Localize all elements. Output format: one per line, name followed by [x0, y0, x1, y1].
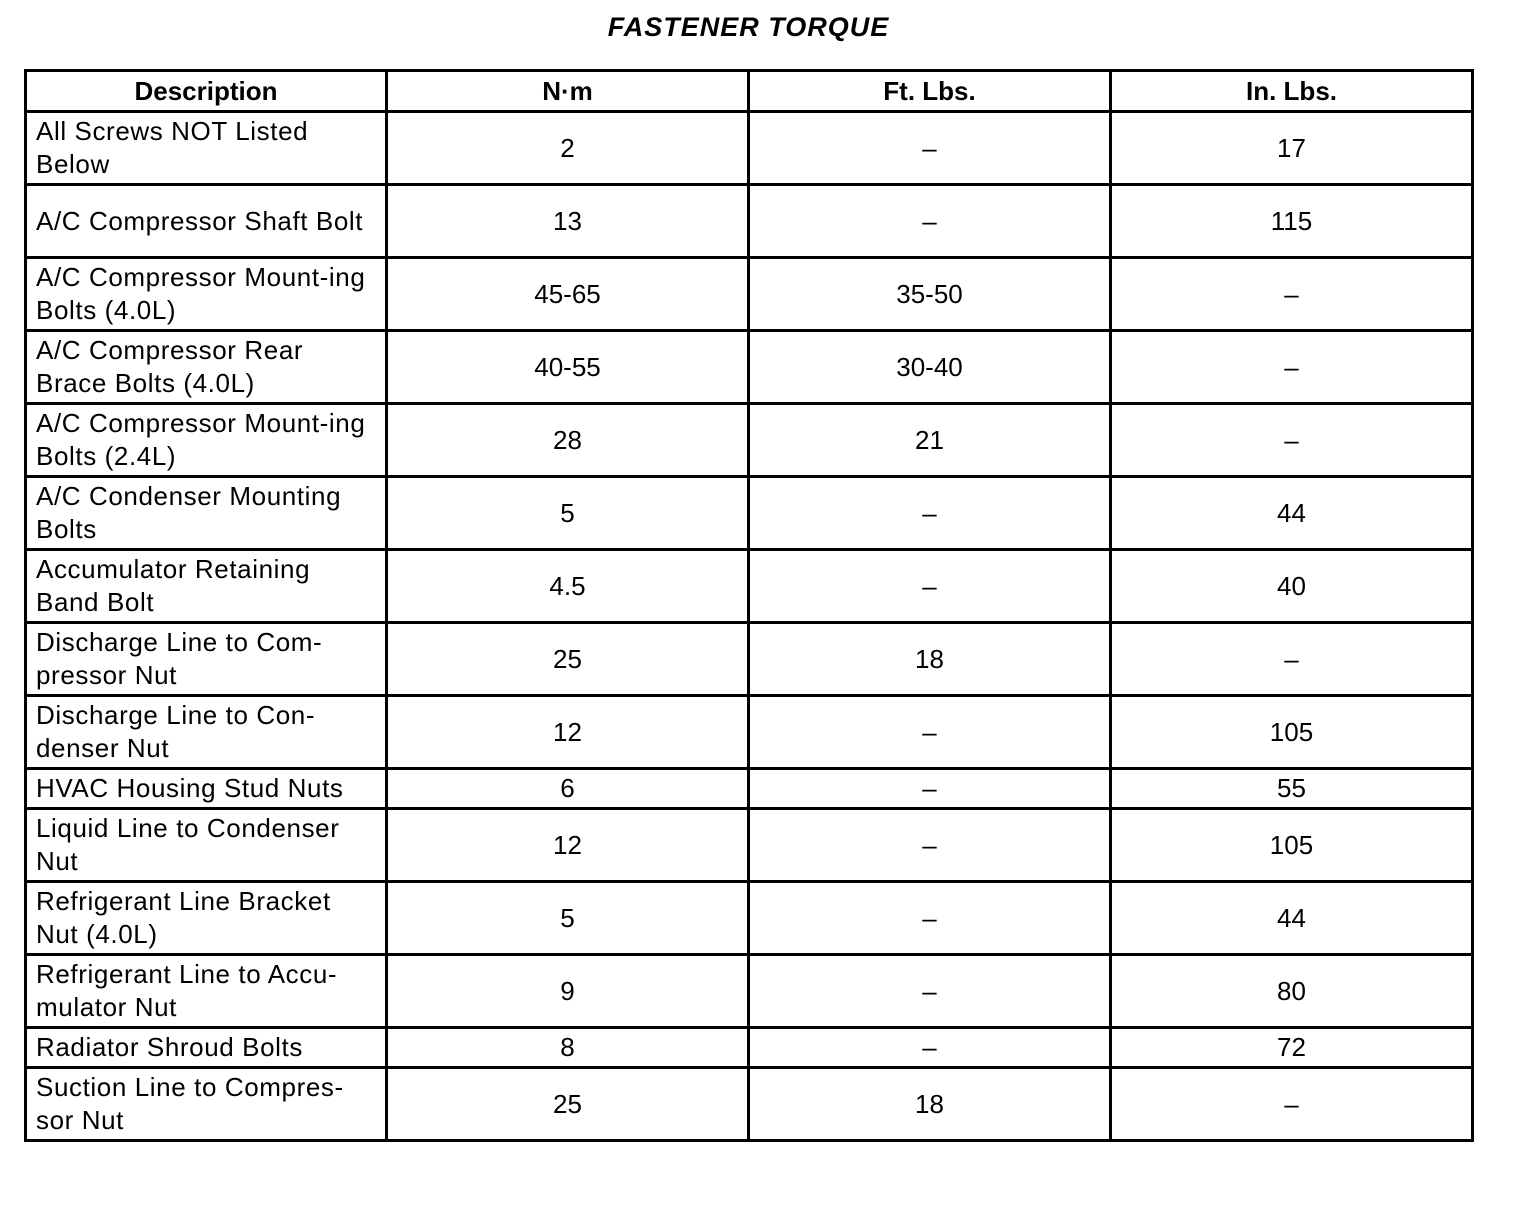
- description-cell: A/C Compressor Mount-ing Bolts (4.0L): [26, 258, 387, 331]
- nm-cell: 25: [387, 1068, 749, 1141]
- description-cell: A/C Condenser Mounting Bolts: [26, 477, 387, 550]
- description-cell: HVAC Housing Stud Nuts: [26, 769, 387, 809]
- in-lbs-cell: 44: [1111, 882, 1473, 955]
- header-row: [26, 71, 1473, 112]
- ft-lbs-cell: 18: [749, 623, 1111, 696]
- table-row: [26, 477, 1473, 550]
- description-cell: Refrigerant Line Bracket Nut (4.0L): [26, 882, 387, 955]
- table-row: [26, 404, 1473, 477]
- page-title: FASTENER TORQUE: [607, 12, 890, 42]
- nm-cell: 25: [387, 623, 749, 696]
- ft-lbs-cell: –: [749, 185, 1111, 258]
- in-lbs-cell: –: [1111, 331, 1473, 404]
- ft-lbs-cell: –: [749, 1028, 1111, 1068]
- nm-cell: 6: [387, 769, 749, 809]
- nm-cell: 45-65: [387, 258, 749, 331]
- in-lbs-cell: 105: [1111, 696, 1473, 769]
- ft-lbs-cell: –: [749, 809, 1111, 882]
- nm-cell: 5: [387, 477, 749, 550]
- table-row: [26, 696, 1473, 769]
- description-cell: Suction Line to Compres-sor Nut: [26, 1068, 387, 1141]
- table-row: [26, 769, 1473, 809]
- table-row: [26, 185, 1473, 258]
- ft-lbs-cell: 18: [749, 1068, 1111, 1141]
- table-row: [26, 955, 1473, 1028]
- in-lbs-cell: –: [1111, 1068, 1473, 1141]
- ft-lbs-cell: –: [749, 769, 1111, 809]
- table-row: [26, 550, 1473, 623]
- ft-lbs-cell: 30-40: [749, 331, 1111, 404]
- description-cell: A/C Compressor Mount-ing Bolts (2.4L): [26, 404, 387, 477]
- nm-cell: 9: [387, 955, 749, 1028]
- column-header-ft-lbs: Ft. Lbs.: [749, 71, 1111, 112]
- nm-cell: 5: [387, 882, 749, 955]
- column-header-in-lbs: In. Lbs.: [1111, 71, 1473, 112]
- in-lbs-cell: 105: [1111, 809, 1473, 882]
- column-header-description: Description: [26, 71, 387, 112]
- fastener-torque-table: [24, 69, 1474, 1142]
- description-cell: Radiator Shroud Bolts: [26, 1028, 387, 1068]
- description-cell: A/C Compressor Rear Brace Bolts (4.0L): [26, 331, 387, 404]
- nm-cell: 4.5: [387, 550, 749, 623]
- in-lbs-cell: 17: [1111, 112, 1473, 185]
- description-cell: All Screws NOT Listed Below: [26, 112, 387, 185]
- nm-cell: 2: [387, 112, 749, 185]
- description-cell: Accumulator Retaining Band Bolt: [26, 550, 387, 623]
- ft-lbs-cell: –: [749, 550, 1111, 623]
- description-cell: A/C Compressor Shaft Bolt: [26, 185, 387, 258]
- in-lbs-cell: 72: [1111, 1028, 1473, 1068]
- ft-lbs-cell: –: [749, 882, 1111, 955]
- table-row: [26, 809, 1473, 882]
- table-row: [26, 1068, 1473, 1141]
- nm-cell: 28: [387, 404, 749, 477]
- in-lbs-cell: 80: [1111, 955, 1473, 1028]
- table-row: [26, 882, 1473, 955]
- table-row: [26, 623, 1473, 696]
- nm-cell: 12: [387, 696, 749, 769]
- ft-lbs-cell: 35-50: [749, 258, 1111, 331]
- nm-cell: 40-55: [387, 331, 749, 404]
- in-lbs-cell: 40: [1111, 550, 1473, 623]
- table-row: [26, 258, 1473, 331]
- in-lbs-cell: –: [1111, 258, 1473, 331]
- description-cell: Discharge Line to Con-denser Nut: [26, 696, 387, 769]
- description-cell: Refrigerant Line to Accu-mulator Nut: [26, 955, 387, 1028]
- nm-cell: 13: [387, 185, 749, 258]
- table-row: [26, 112, 1473, 185]
- nm-cell: 12: [387, 809, 749, 882]
- description-cell: Liquid Line to Condenser Nut: [26, 809, 387, 882]
- in-lbs-cell: 115: [1111, 185, 1473, 258]
- column-header-nm: N·m: [387, 71, 749, 112]
- nm-cell: 8: [387, 1028, 749, 1068]
- in-lbs-cell: 44: [1111, 477, 1473, 550]
- table-row: [26, 1028, 1473, 1068]
- in-lbs-cell: –: [1111, 404, 1473, 477]
- ft-lbs-cell: –: [749, 477, 1111, 550]
- in-lbs-cell: –: [1111, 623, 1473, 696]
- in-lbs-cell: 55: [1111, 769, 1473, 809]
- ft-lbs-cell: –: [749, 696, 1111, 769]
- ft-lbs-cell: 21: [749, 404, 1111, 477]
- description-cell: Discharge Line to Com-pressor Nut: [26, 623, 387, 696]
- table-row: [26, 331, 1473, 404]
- ft-lbs-cell: –: [749, 112, 1111, 185]
- ft-lbs-cell: –: [749, 955, 1111, 1028]
